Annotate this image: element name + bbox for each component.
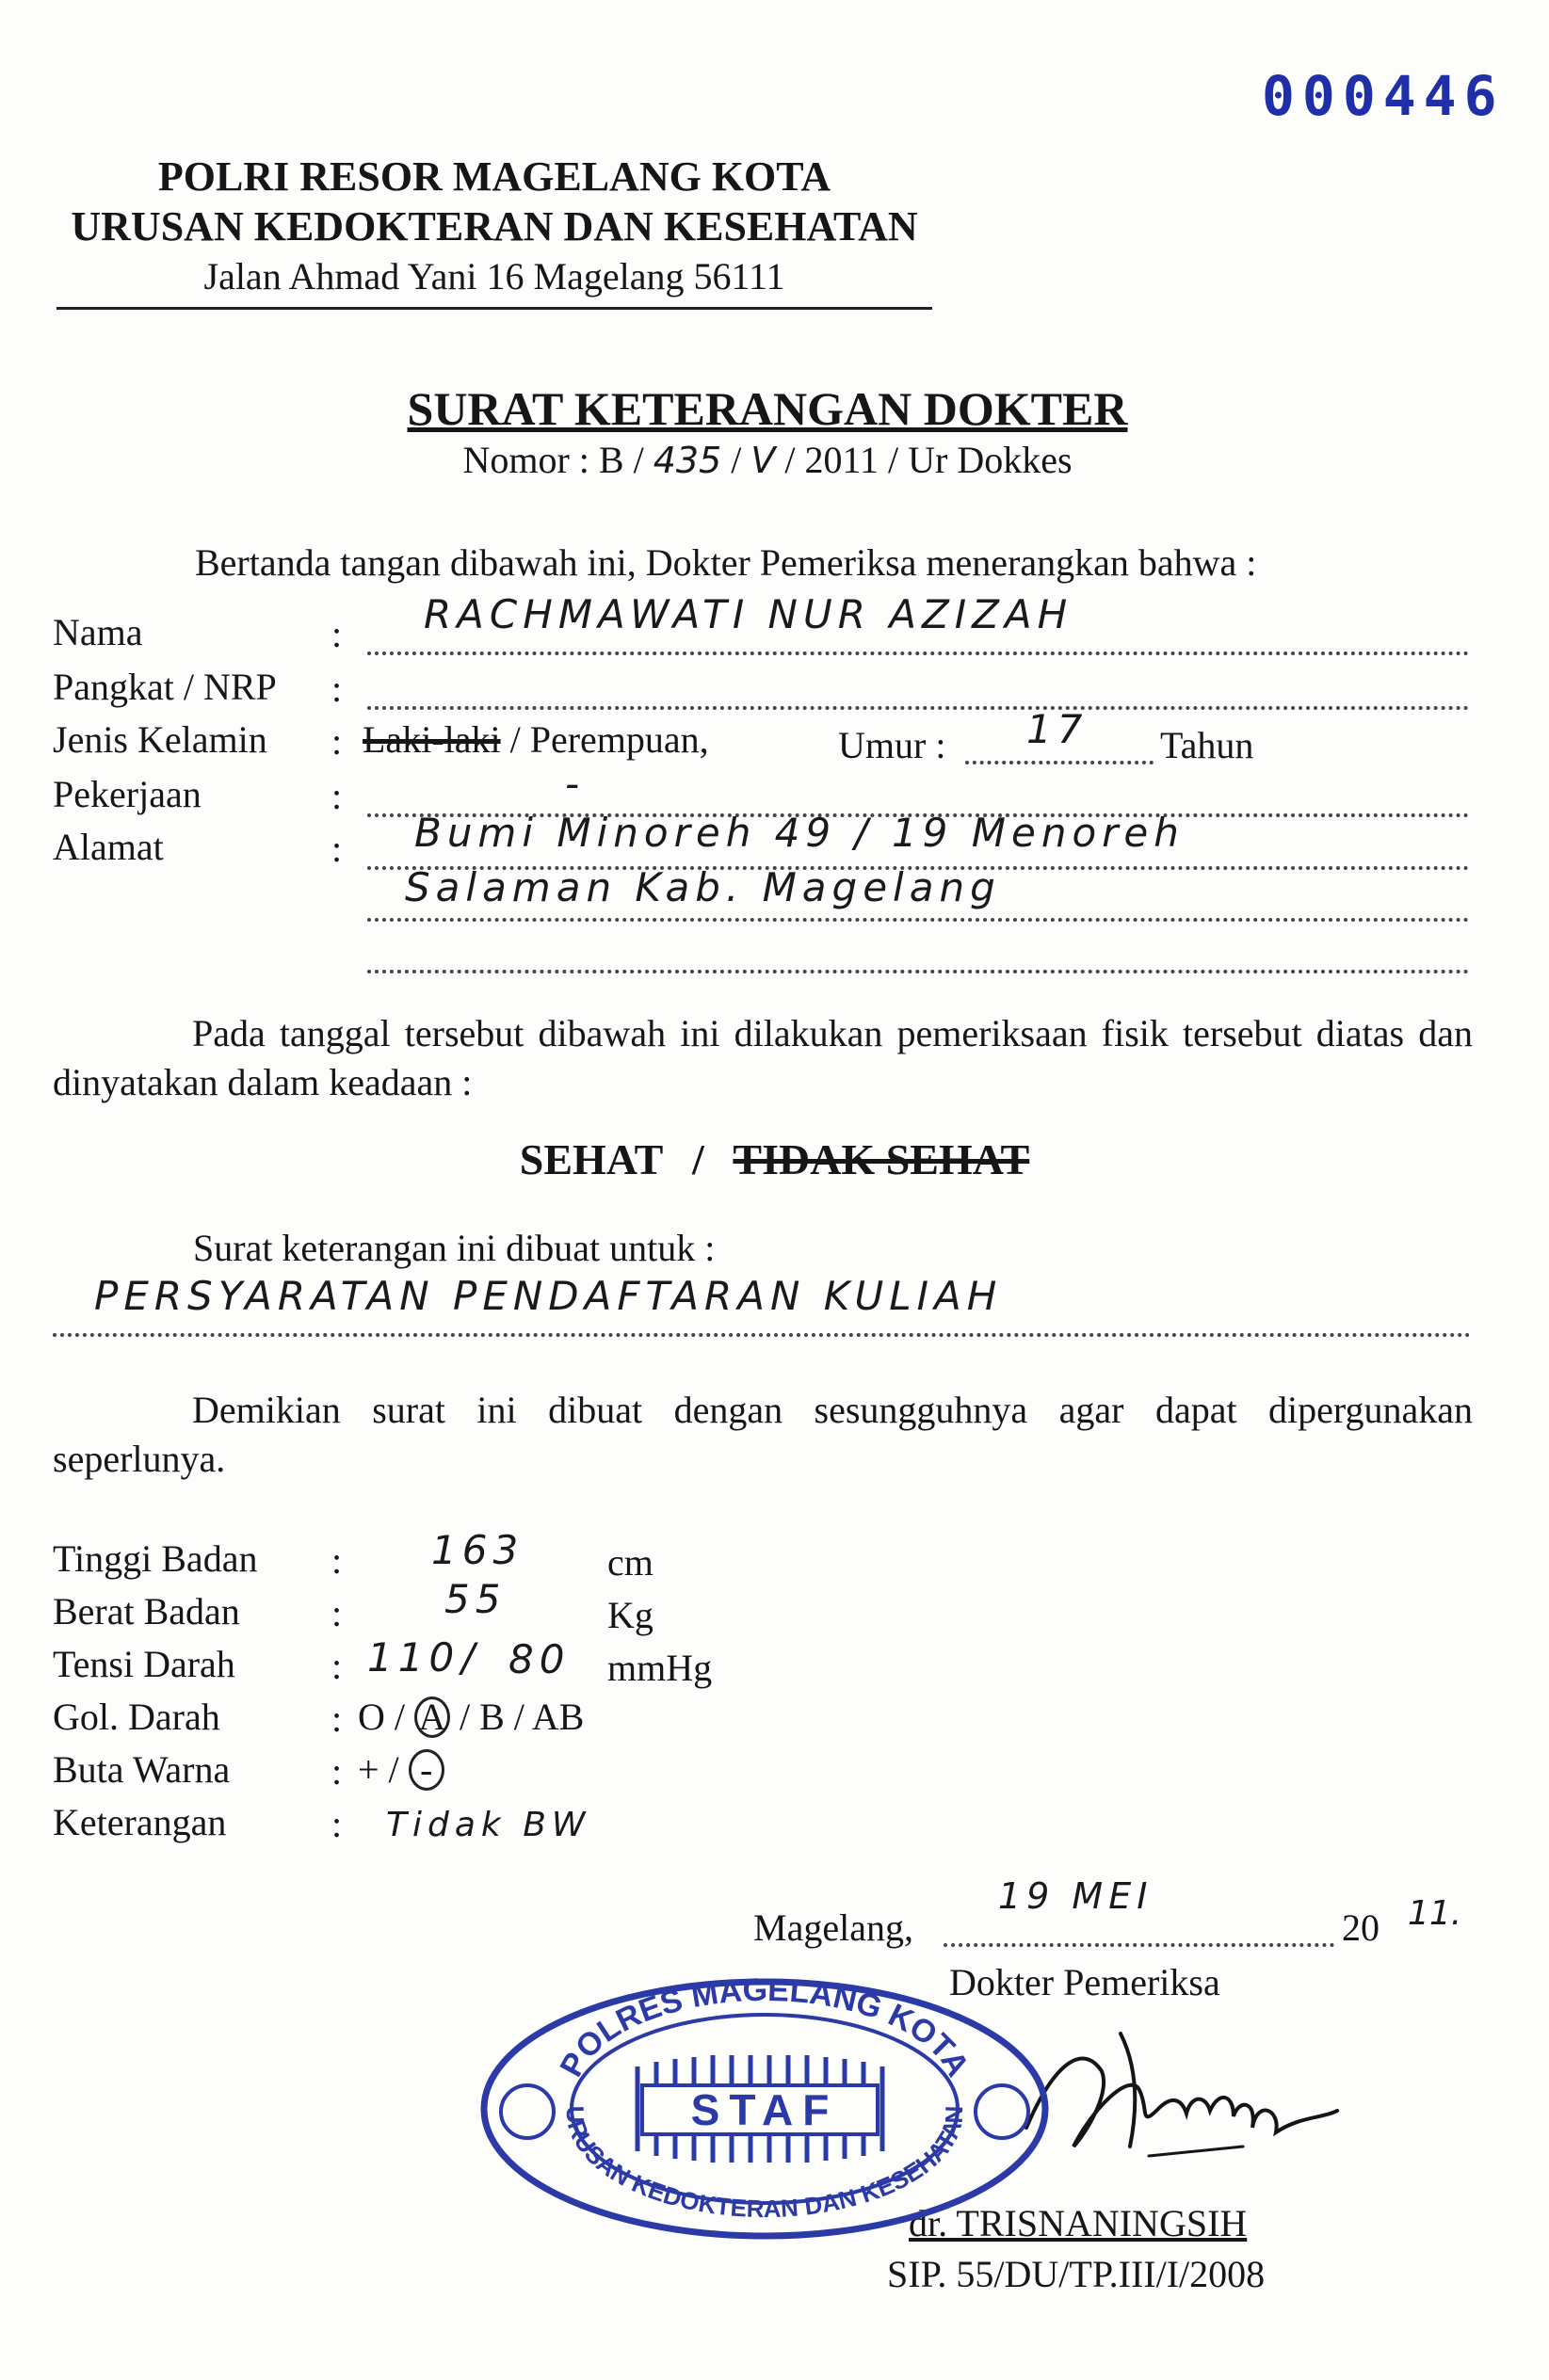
letterhead-line2: URUSAN KEDOKTERAN DAN KESEHATAN: [71, 203, 918, 249]
stamp-emblem-left: [501, 2085, 554, 2138]
signature-year-suffix: 11.: [1408, 1894, 1462, 1933]
buta-warna-options: [358, 1747, 444, 1792]
buta-plus: + /: [358, 1748, 399, 1791]
nomor-sep2: /: [784, 439, 796, 481]
stamp-bottom-text: URUSAN KEDOKTERAN DAN KESEHATAN: [560, 2105, 969, 2224]
nomor-month: V: [750, 440, 776, 481]
purpose-value: PERSYARATAN PENDAFTARAN KULIAH: [94, 1273, 1003, 1319]
alamat-dotted-line-3: [367, 970, 1469, 973]
alamat-colon: :: [331, 828, 343, 870]
closing-text: Demikian surat ini dibuat dengan sesungguhnya agar dapat dipergunakan seperlunya.: [53, 1389, 1473, 1480]
jenis-perempuan: / Perempuan,: [509, 718, 709, 761]
nama-colon: :: [331, 613, 343, 655]
status-sehat: SEHAT: [519, 1135, 663, 1183]
tensi-colon: :: [331, 1645, 343, 1687]
doctor-name: dr. TRISNANINGSIH: [909, 2202, 1248, 2244]
berat-colon: :: [331, 1592, 343, 1634]
tinggi-unit: cm: [607, 1541, 653, 1584]
pangkat-colon: :: [331, 667, 343, 710]
jenis-kelamin-label: Jenis Kelamin: [53, 718, 267, 761]
health-status: [0, 1134, 1549, 1184]
berat-value: 55: [444, 1576, 507, 1622]
pangkat-dotted-line: [367, 706, 1469, 710]
tensi-unit: mmHg: [607, 1647, 713, 1689]
buta-warna-label: Buta Warna: [53, 1748, 231, 1791]
berat-label: Berat Badan: [53, 1590, 240, 1632]
pekerjaan-label: Pekerjaan: [53, 773, 202, 815]
doctor-sip: SIP. 55/DU/TP.III/I/2008: [887, 2253, 1266, 2295]
stamp-top-text: POLRES MAGELANG KOTA: [553, 1972, 976, 2083]
serial-number: 000446: [1262, 64, 1505, 128]
tahun-label: Tahun: [1160, 724, 1254, 766]
alamat-line1: Bumi Minoreh 49 / 19 Menoreh: [414, 810, 1185, 856]
tinggi-label: Tinggi Badan: [53, 1537, 258, 1580]
signature-role: Dokter Pemeriksa: [949, 1961, 1220, 2003]
pekerjaan-colon: :: [331, 775, 343, 817]
stamp-center-text: STAF: [690, 2085, 839, 2134]
keterangan-value: Tidak BW: [386, 1806, 591, 1844]
gol-o: O /: [358, 1696, 405, 1738]
gol-rest: / B / AB: [460, 1696, 585, 1738]
tensi-systolic: 110: [367, 1634, 460, 1680]
nomor-prefix: Nomor : B /: [462, 439, 644, 481]
tensi-label: Tensi Darah: [53, 1643, 235, 1685]
intro-text: Bertanda tangan dibawah ini, Dokter Pemeriksa menerangkan bahwa :: [195, 541, 1257, 584]
tinggi-value: 163: [431, 1527, 524, 1573]
gol-darah-label: Gol. Darah: [53, 1696, 220, 1738]
tensi-separator: /: [461, 1634, 481, 1680]
nama-label: Nama: [53, 611, 143, 653]
letterhead-divider: [56, 307, 932, 310]
umur-label: Umur :: [838, 724, 946, 766]
tensi-diastolic: 80: [508, 1636, 571, 1682]
letterhead-address: Jalan Ahmad Yani 16 Magelang 56111: [203, 255, 785, 298]
nomor-year: 2011: [804, 439, 879, 481]
signature-place: Magelang,: [753, 1906, 913, 1949]
signature-date: 19 MEI: [998, 1875, 1154, 1917]
document-number: [188, 438, 1347, 482]
gol-darah-options: [358, 1695, 584, 1739]
letterhead-line1: POLRI RESOR MAGELANG KOTA: [157, 153, 831, 200]
buta-minus-circled: -: [409, 1749, 444, 1791]
alamat-line2: Salaman Kab. Magelang: [405, 864, 1001, 910]
nomor-number: 435: [653, 440, 722, 481]
nama-dotted-line: [367, 651, 1469, 655]
jenis-kelamin-colon: :: [331, 720, 343, 763]
stamp-emblem-right: [976, 2085, 1028, 2138]
examination-text: Pada tanggal tersebut dibawah ini dilakukan pemeriksaan fisik tersebut diatas dan dinyatakan dalam keadaan :: [53, 1012, 1473, 1103]
alamat-label: Alamat: [53, 826, 164, 868]
keterangan-colon: :: [331, 1803, 343, 1845]
document-title: SURAT KETERANGAN DOKTER: [407, 382, 1128, 435]
signature-year-prefix: 20: [1342, 1906, 1380, 1949]
nomor-sep1: /: [731, 439, 742, 481]
purpose-dotted-line: [53, 1333, 1471, 1337]
keterangan-label: Keterangan: [53, 1801, 227, 1843]
jenis-kelamin-options: [363, 717, 709, 762]
gol-a-circled: A: [414, 1697, 450, 1738]
alamat-dotted-line-2: [367, 918, 1469, 922]
berat-unit: Kg: [607, 1594, 653, 1636]
buta-warna-colon: :: [331, 1750, 343, 1793]
jenis-laki-laki-struck: Laki-laki: [363, 718, 501, 761]
status-slash: /: [691, 1135, 704, 1183]
umur-dotted-line: [965, 761, 1154, 764]
umur-value: 17: [1026, 706, 1089, 752]
gol-darah-colon: :: [331, 1697, 343, 1740]
tinggi-colon: :: [331, 1539, 343, 1582]
status-tidak-sehat-struck: TIDAK SEHAT: [733, 1135, 1030, 1183]
nomor-suffix: / Ur Dokkes: [888, 439, 1073, 481]
official-stamp: [473, 1972, 1057, 2245]
purpose-label: Surat keterangan ini dibuat untuk :: [193, 1227, 716, 1269]
pangkat-label: Pangkat / NRP: [53, 666, 277, 708]
nama-value: RACHMAWATI NUR AZIZAH: [424, 591, 1073, 637]
pekerjaan-value: -: [565, 761, 586, 807]
date-dotted-line: [944, 1943, 1334, 1947]
